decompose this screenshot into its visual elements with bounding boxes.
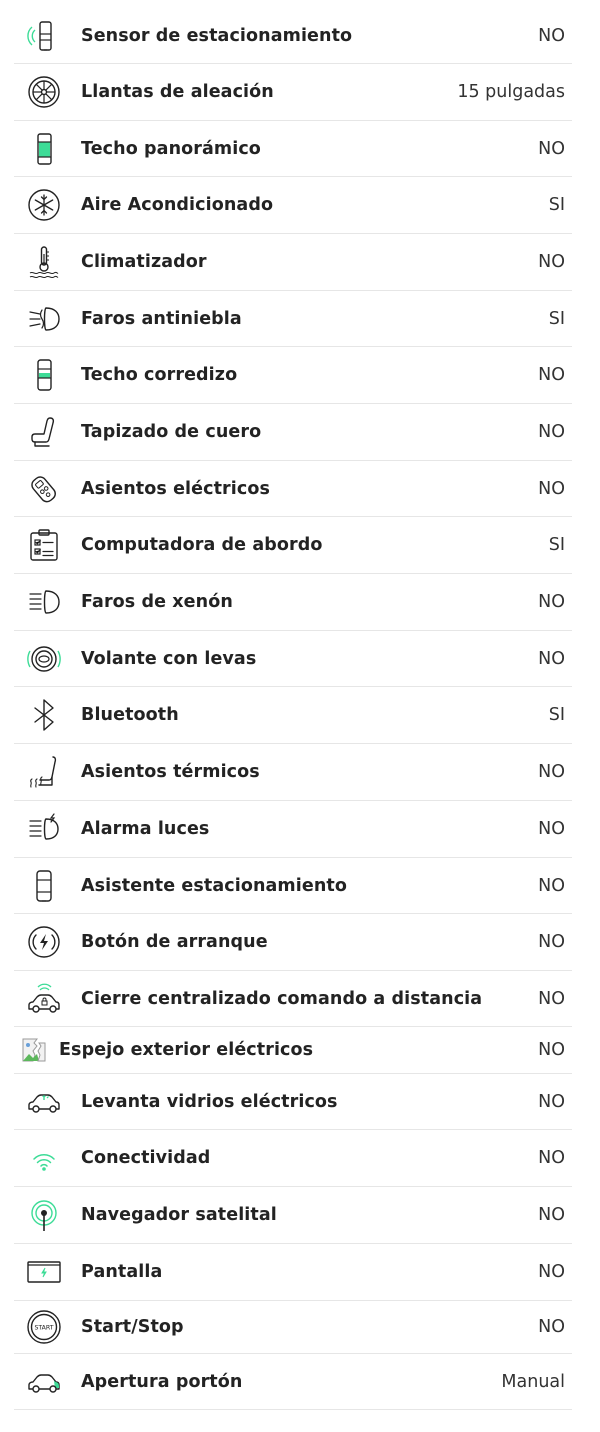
steering-wheel-icon <box>26 641 62 677</box>
feature-value: Manual <box>501 1371 565 1392</box>
thermometer-icon <box>26 244 62 280</box>
feature-row <box>14 291 572 347</box>
satellite-nav-icon <box>26 1197 62 1233</box>
feature-value: NO <box>538 1148 565 1168</box>
feature-label: Botón de arranque <box>81 932 268 952</box>
car-remote-lock-icon <box>26 981 62 1017</box>
feature-row <box>14 858 572 914</box>
fog-light-icon <box>26 301 62 337</box>
feature-value: SI <box>548 535 565 555</box>
broken-image-icon <box>21 1037 47 1063</box>
feature-row <box>14 64 572 121</box>
feature-label: Cierre centralizado comando a distancia <box>81 988 483 1009</box>
feature-row <box>14 744 572 801</box>
feature-row <box>14 574 572 631</box>
feature-label: Faros de xenón <box>81 592 233 612</box>
features-list <box>14 8 572 1410</box>
connectivity-icon <box>26 1140 62 1176</box>
feature-row <box>14 404 572 461</box>
feature-label: Computadora de abordo <box>81 535 323 555</box>
feature-row <box>14 1074 572 1130</box>
snowflake-icon <box>26 187 62 223</box>
feature-row <box>14 1301 572 1354</box>
feature-label: Climatizador <box>81 252 207 272</box>
feature-value: NO <box>538 592 565 612</box>
feature-row <box>14 347 572 404</box>
feature-label: Tapizado de cuero <box>81 422 262 442</box>
feature-row <box>14 1354 572 1410</box>
screen-icon <box>26 1254 62 1290</box>
feature-label: Pantalla <box>81 1262 163 1282</box>
feature-label: Bluetooth <box>81 705 179 725</box>
feature-value: SI <box>548 308 565 329</box>
feature-row <box>14 1027 572 1074</box>
feature-value: SI <box>548 705 565 725</box>
feature-value: NO <box>538 478 565 499</box>
feature-label: Techo panorámico <box>81 138 261 159</box>
feature-label: Conectividad <box>81 1148 211 1168</box>
sunroof-icon <box>26 357 62 393</box>
feature-value: 15 pulgadas <box>457 82 565 102</box>
feature-label: Navegador satelital <box>81 1205 277 1225</box>
feature-label: Apertura portón <box>81 1371 243 1392</box>
feature-label: Asientos eléctricos <box>81 478 270 499</box>
feature-label: Volante con levas <box>81 648 257 669</box>
start-stop-icon <box>26 1309 62 1345</box>
seat-icon <box>26 414 62 450</box>
feature-row <box>14 687 572 744</box>
car-window-icon <box>26 1084 62 1120</box>
feature-value: NO <box>538 875 565 896</box>
feature-label: Llantas de aleación <box>81 82 274 102</box>
feature-row <box>14 631 572 687</box>
feature-label: Sensor de estacionamiento <box>81 25 353 46</box>
feature-value: SI <box>548 195 565 215</box>
feature-value: NO <box>538 1091 565 1112</box>
car-key-remote-icon <box>26 471 62 507</box>
feature-value: NO <box>538 138 565 159</box>
feature-value: NO <box>538 988 565 1009</box>
feature-label: Levanta vidrios eléctricos <box>81 1091 338 1112</box>
feature-row <box>14 177 572 234</box>
panoramic-roof-icon <box>26 131 62 167</box>
feature-row <box>14 461 572 517</box>
feature-value: NO <box>538 1205 565 1225</box>
feature-row <box>14 1187 572 1244</box>
feature-value: NO <box>538 365 565 385</box>
feature-label: Alarma luces <box>81 819 210 839</box>
feature-row <box>14 121 572 177</box>
feature-row <box>14 517 572 574</box>
feature-row <box>14 914 572 971</box>
light-alarm-icon <box>26 811 62 847</box>
svg-text:START: START <box>34 1324 54 1332</box>
feature-row <box>14 1130 572 1187</box>
feature-label: Faros antiniebla <box>81 308 242 329</box>
headlight-icon <box>26 584 62 620</box>
start-button-icon <box>26 924 62 960</box>
feature-value: NO <box>538 1317 565 1337</box>
parking-assist-icon <box>26 868 62 904</box>
feature-label: Techo corredizo <box>81 365 238 385</box>
feature-label: Start/Stop <box>81 1317 184 1337</box>
feature-label: Asientos térmicos <box>81 762 260 782</box>
feature-value: NO <box>538 252 565 272</box>
feature-value: NO <box>538 819 565 839</box>
feature-value: NO <box>538 1040 565 1060</box>
feature-value: NO <box>538 762 565 782</box>
feature-row <box>14 801 572 858</box>
feature-label: Aire Acondicionado <box>81 195 274 215</box>
feature-row <box>14 971 572 1027</box>
feature-value: NO <box>538 422 565 442</box>
bluetooth-icon <box>26 697 62 733</box>
feature-label: Asistente estacionamiento <box>81 875 347 896</box>
parking-sensor-icon <box>26 18 62 54</box>
feature-value: NO <box>538 25 565 46</box>
feature-value: NO <box>538 648 565 669</box>
heated-seat-icon <box>26 754 62 790</box>
clipboard-checklist-icon <box>26 527 62 563</box>
feature-row <box>14 8 572 64</box>
feature-label: Espejo exterior eléctricos <box>59 1040 314 1060</box>
car-tailgate-icon <box>26 1364 62 1400</box>
feature-value: NO <box>538 1262 565 1282</box>
feature-row <box>14 1244 572 1301</box>
feature-row <box>14 234 572 291</box>
alloy-wheel-icon <box>26 74 62 110</box>
feature-value: NO <box>538 932 565 952</box>
